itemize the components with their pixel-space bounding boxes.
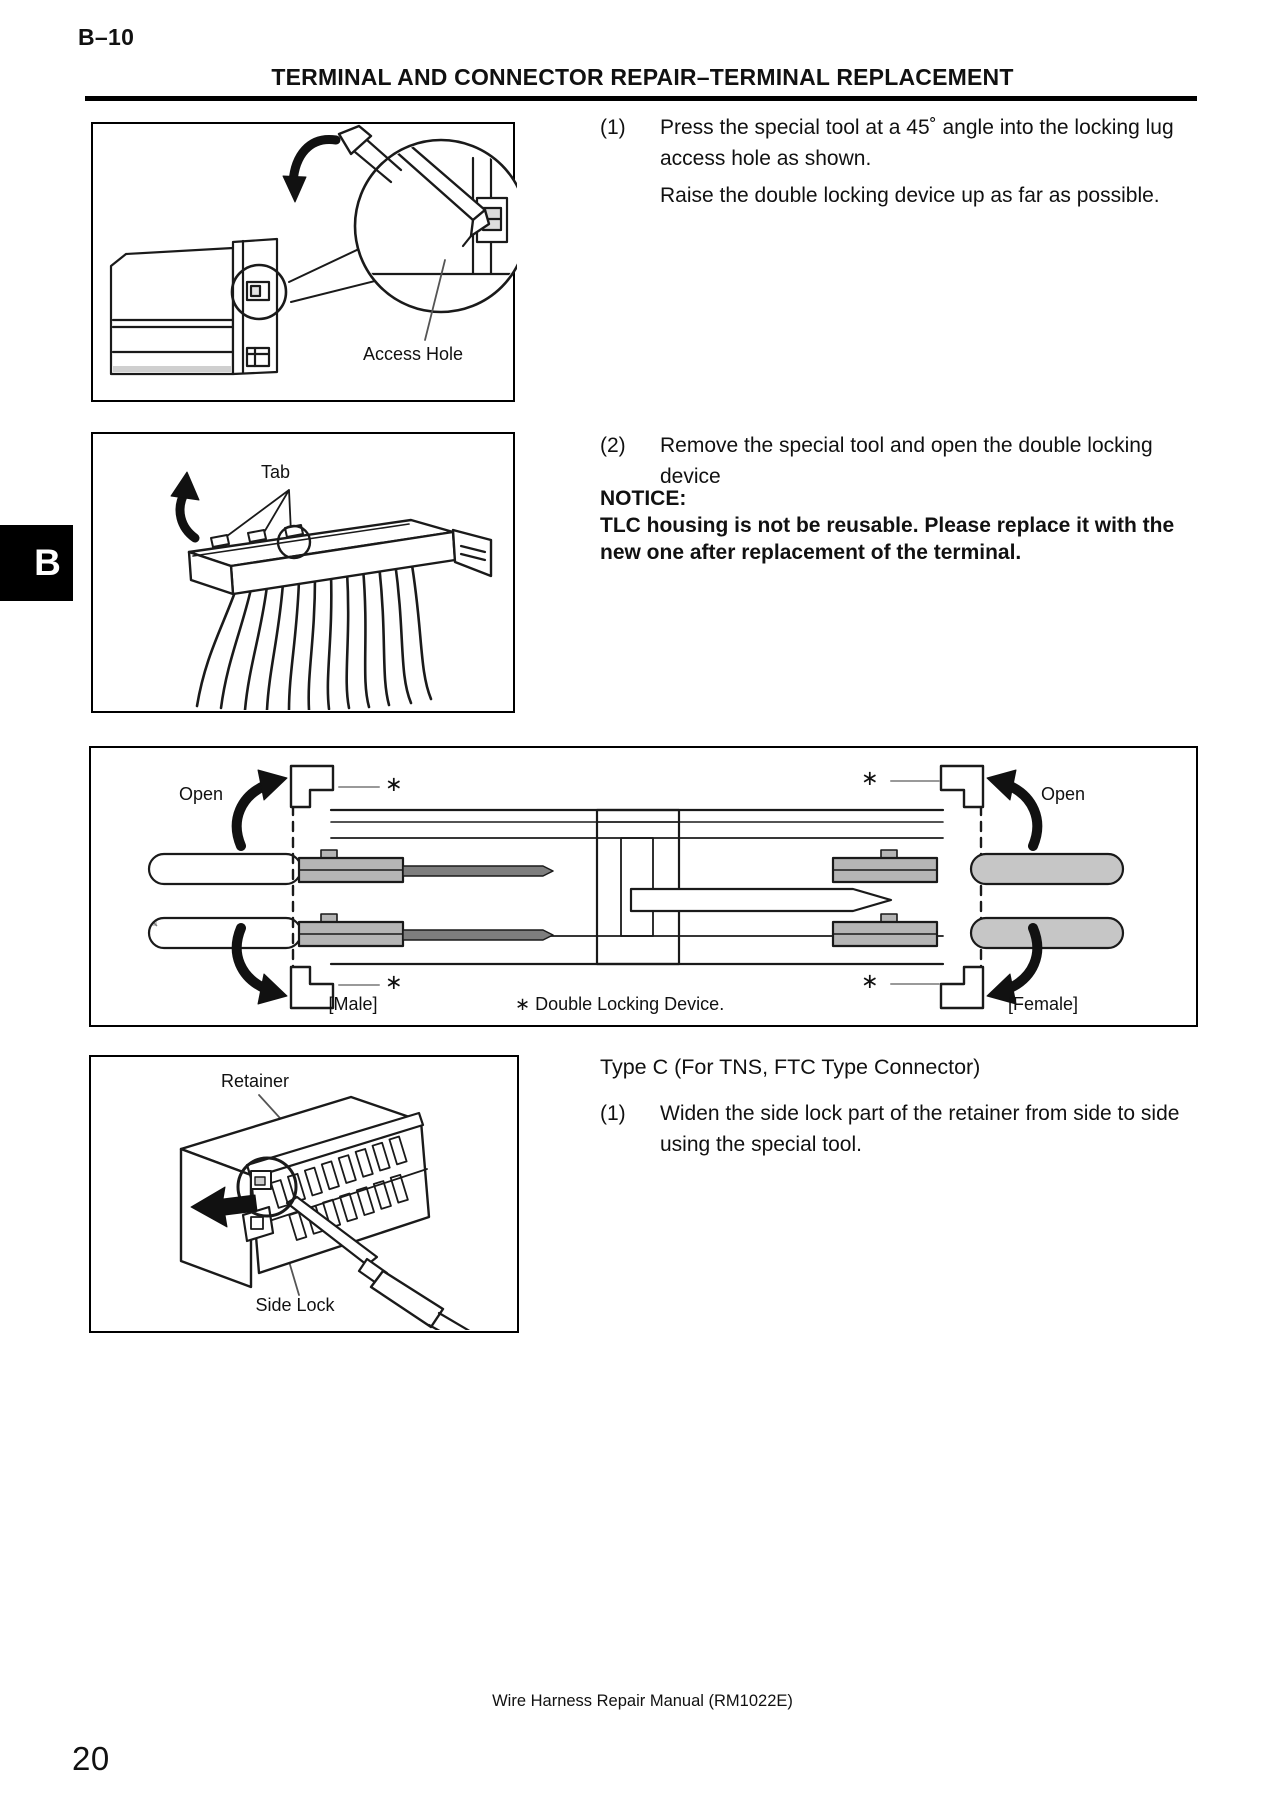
notice-label: NOTICE:	[600, 487, 687, 510]
asterisk-leaders-male	[339, 787, 379, 985]
page-code: B–10	[78, 24, 135, 50]
figure-tab-diagram	[91, 432, 515, 713]
magnified-inset	[355, 134, 517, 312]
male-pin-1	[403, 866, 553, 876]
step-3-text: Widen the side lock part of the retainer from side to side using the special tool.	[660, 1102, 1180, 1156]
step-2	[600, 430, 1208, 492]
asterisk-female-bottom: ∗	[861, 970, 879, 993]
mating-pin-cavity	[631, 889, 891, 911]
female-wire-2	[971, 918, 1123, 948]
title-rule	[85, 96, 1197, 101]
figure-access-hole-diagram	[91, 122, 515, 402]
footer-manual-title: Wire Harness Repair Manual (RM1022E)	[492, 1692, 793, 1710]
step-1	[600, 112, 1208, 211]
open-label-left: Open	[179, 784, 224, 804]
step-1-number: (1)	[600, 116, 626, 139]
figure-retainer-diagram	[89, 1055, 519, 1333]
male-locking-flap-top	[291, 766, 333, 807]
open-label-right: Open	[1041, 784, 1086, 804]
page-title: TERMINAL AND CONNECTOR REPAIR–TERMINAL REPLACEMENT	[271, 64, 1014, 90]
tab-label: Tab	[261, 462, 291, 482]
page-number: 20	[72, 1740, 110, 1777]
notice-text: TLC housing is not be reusable. Please replace it with the new one after replacement of the terminal.	[600, 514, 1175, 564]
male-pin-2	[403, 930, 553, 940]
open-arrow-male-top	[237, 770, 287, 846]
step-1-text: Press the special tool at a 45˚ angle into the locking lug access hole as shown.	[660, 116, 1174, 170]
female-wire-1	[971, 854, 1123, 884]
double-locking-caption: ∗ Double Locking Device.	[515, 994, 725, 1014]
female-locking-flap-top	[941, 766, 983, 807]
lift-arrow	[171, 472, 199, 538]
asterisk-female-top: ∗	[861, 767, 879, 790]
open-arrow-female-top	[987, 770, 1037, 846]
section-tab-b: B	[0, 525, 73, 601]
notice-block	[600, 485, 1200, 566]
step-2-text: Remove the special tool and open the double locking device	[660, 434, 1153, 488]
tab-2	[248, 530, 266, 542]
tab-1	[211, 535, 229, 547]
rotate-arrow	[283, 139, 336, 202]
figure-double-locking-diagram	[89, 746, 1198, 1027]
connector-body	[111, 239, 286, 374]
retainer-label: Retainer	[220, 1071, 290, 1091]
male-wire-2	[149, 918, 301, 948]
type-c-heading: Type C (For TNS, FTC Type Connector)	[600, 1055, 981, 1079]
male-wire-1	[149, 854, 301, 884]
step-2-number: (2)	[600, 434, 626, 457]
step-1-text-2: Raise the double locking device up as far as possible.	[660, 184, 1160, 207]
male-connector-section	[149, 766, 679, 1008]
female-locking-flap-bottom	[941, 967, 983, 1008]
access-hole-label: Access Hole	[363, 344, 464, 364]
female-caption: [Female]	[1007, 994, 1079, 1014]
step-3	[600, 1098, 1212, 1160]
connector-wires-drawing	[93, 434, 512, 710]
double-locking-drawing	[91, 748, 1195, 1024]
retainer-tool-drawing	[91, 1057, 516, 1330]
asterisk-male-top: ∗	[385, 773, 403, 796]
step-3-number: (1)	[600, 1102, 626, 1125]
side-lock-label: Side Lock	[255, 1295, 335, 1315]
asterisk-male-bottom: ∗	[385, 971, 403, 994]
male-caption: [Male]	[328, 994, 378, 1014]
